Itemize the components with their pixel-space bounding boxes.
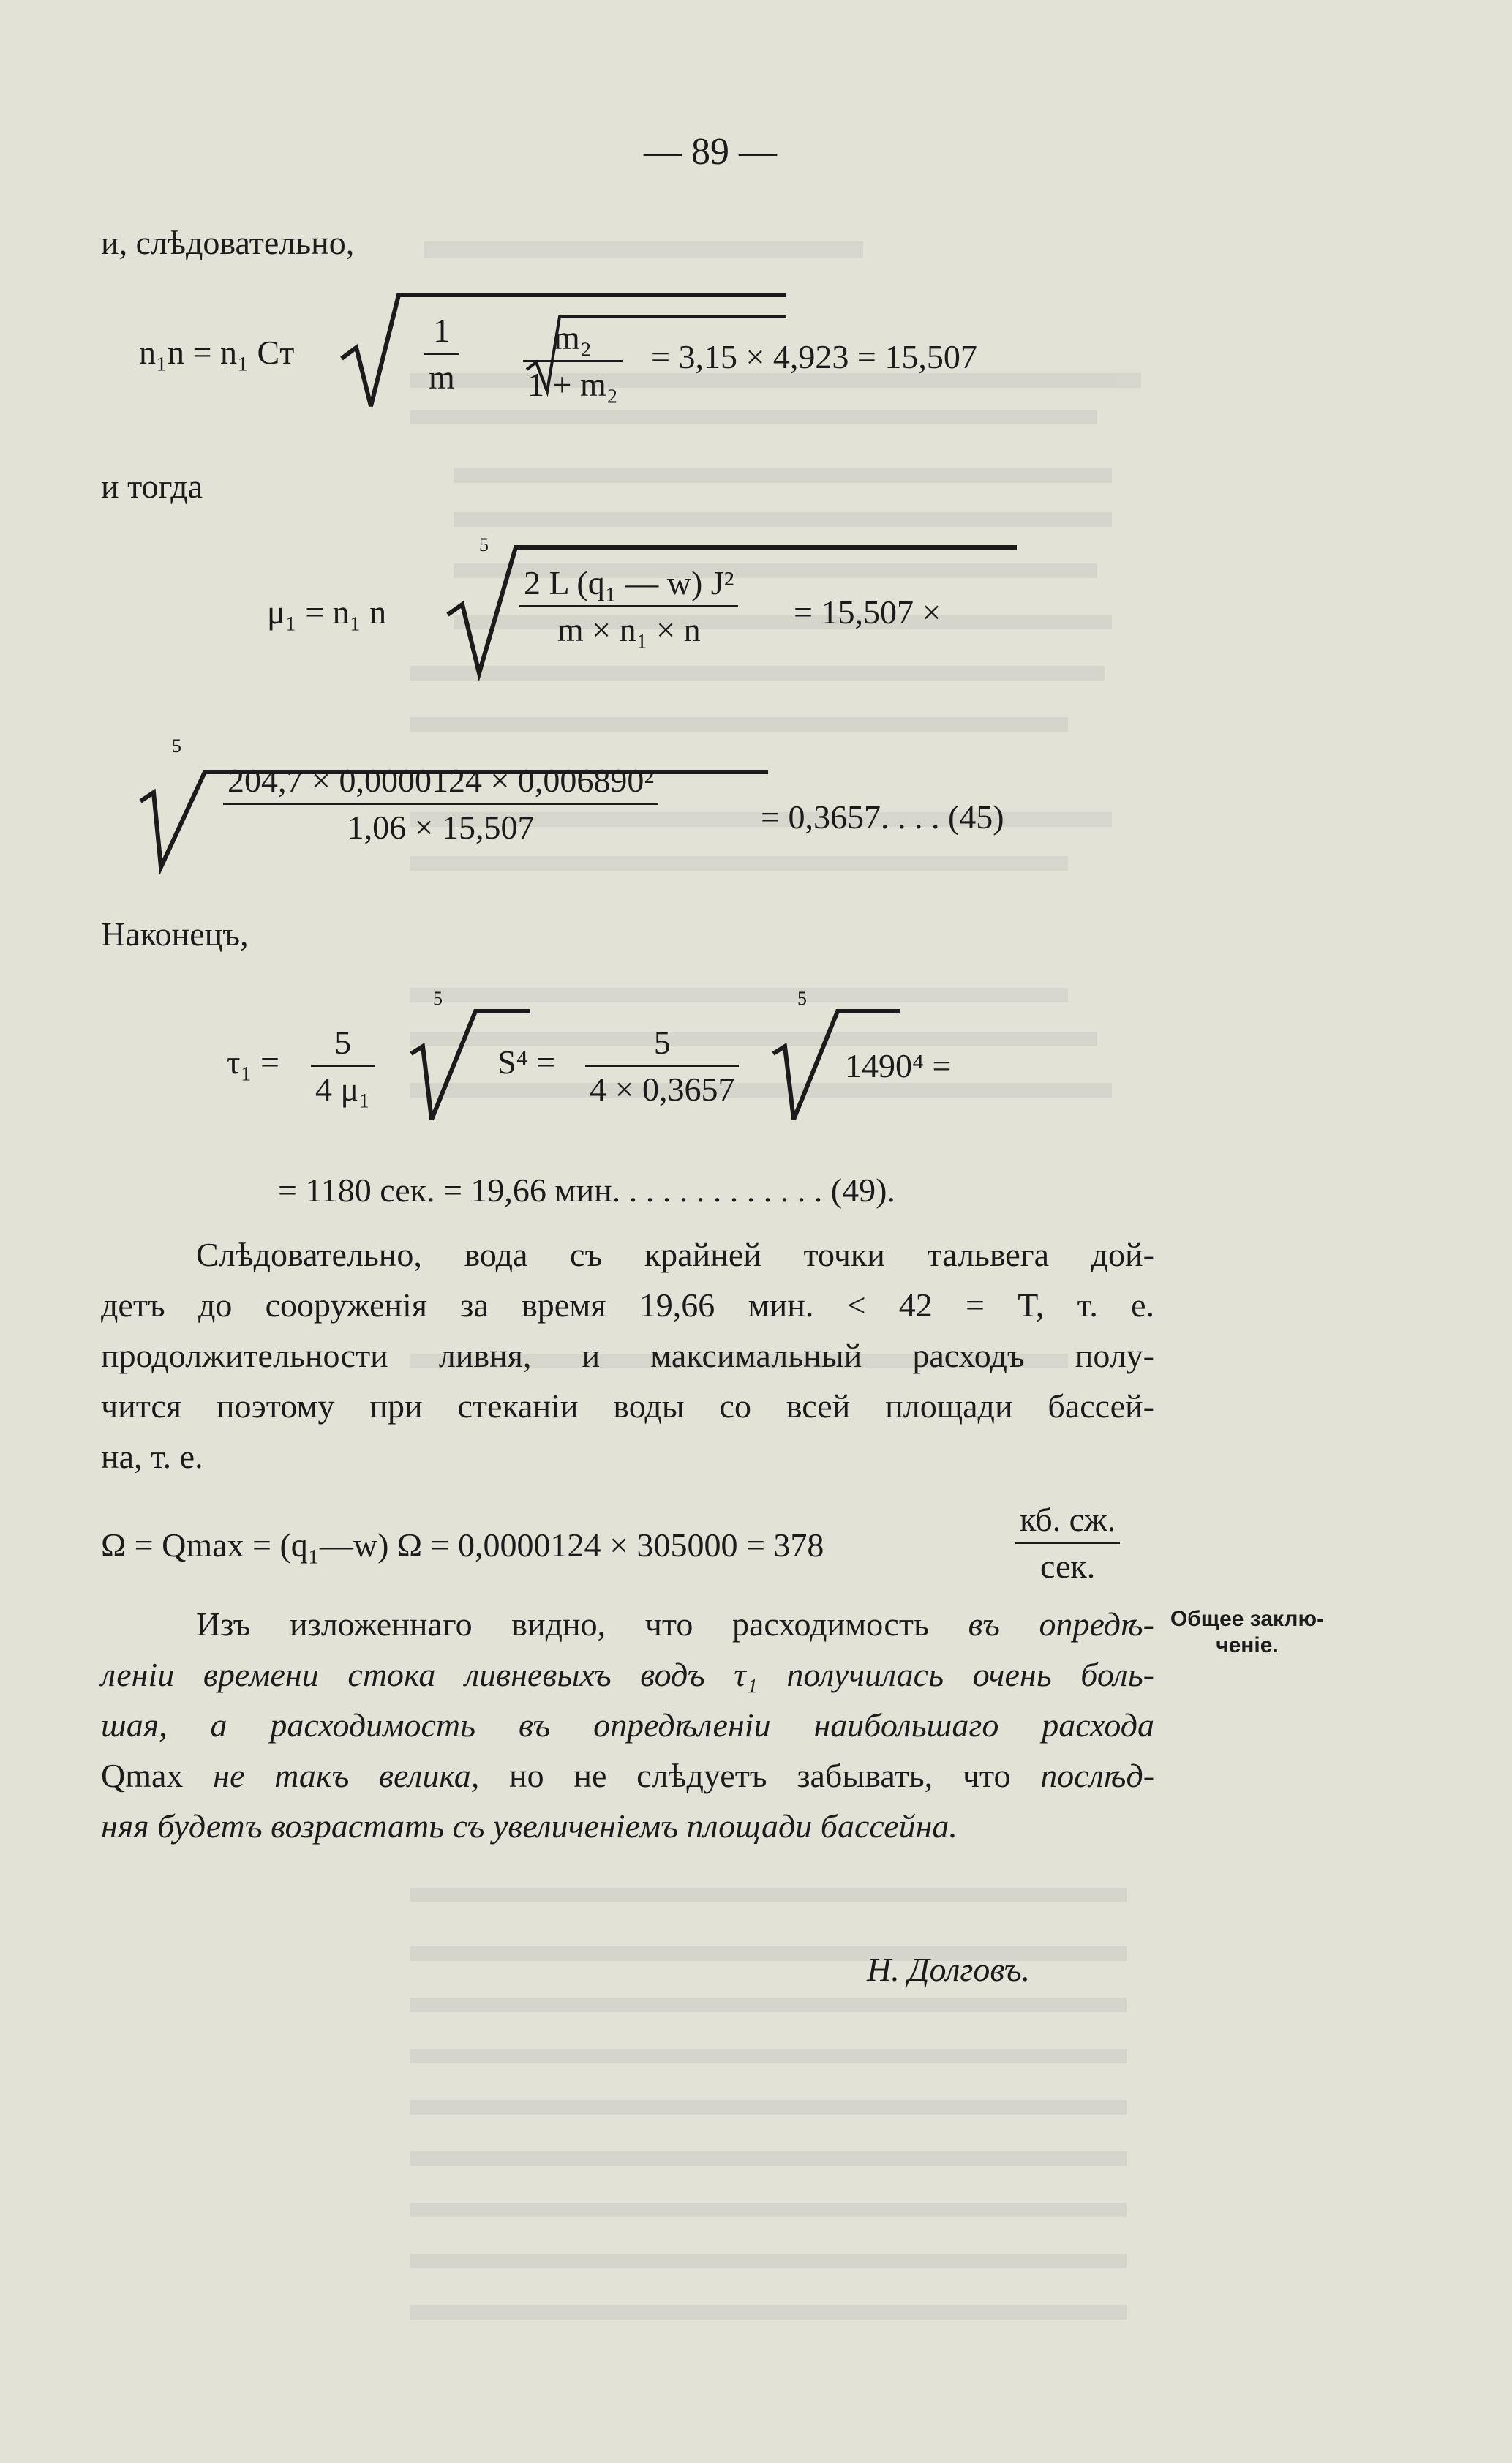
eq4-frac1 [311,1023,375,1109]
eq4-frac1-num: 5 [311,1023,375,1067]
margin-note-line: ченіе. [1216,1633,1279,1657]
page-number: — 89 — [644,131,777,173]
eq2-den: m × n₁ × n [557,611,701,648]
paragraph-1 [101,1229,1154,1482]
para2-line-4 [101,1750,1154,1801]
equation-5 [101,1500,1162,1588]
eq5-unit [1015,1500,1120,1586]
eq3-num: 204,7 × 0,0000124 × 0,006890² [223,761,658,805]
para1-line: Слѣдовательно, вода съ крайней точки тальвега дой- [196,1236,1154,1273]
para2-line-3: шая, а расходимость въ опредѣленіи наибольшаго расхода [101,1706,1154,1744]
para2-text-italic: въ опредѣ- [968,1605,1154,1643]
text-then: и тогда [101,468,203,505]
eq1-frac-outer [424,311,459,397]
equation-3 [139,728,1127,874]
eq3-rhs: = 0,3657. . . . (45) [761,798,1004,836]
margin-note-line: Общее заклю- [1170,1607,1325,1631]
eq2-lhs: μ₁ = n₁ n [267,593,387,631]
eq4-frac2-num: 5 [585,1023,739,1067]
eq2-frac [519,563,738,649]
paragraph-2 [101,1599,1154,1851]
para1-line: на, т. е. [101,1438,203,1475]
eq4-root1-body: S⁴ = [497,1043,556,1081]
text-hence: и, слѣдовательно, [101,224,355,261]
eq4-root2-body: 1490⁴ = [845,1047,952,1084]
eq1-rhs: = 3,15 × 4,923 = 15,507 [651,338,977,375]
equation-4 [227,988,1031,1134]
margin-note [1159,1606,1335,1659]
para2-text: Изъ изложеннаго видно, что расходимость [196,1605,929,1643]
para2-text: но не слѣдуетъ забывать, что [509,1757,1011,1794]
para2-line-5: няя будетъ возрастать съ увеличеніемъ площади бассейна. [101,1807,958,1845]
eq2-num: 2 L (q₁ — w) J² [519,563,738,607]
equation-2 [267,534,1072,681]
eq1-frac-inner-den: 1 + m₂ [527,366,618,403]
eq5-unit-den: сек. [1040,1548,1096,1585]
eq1-frac-inner [523,318,623,404]
text-finally: Наконецъ, [101,915,249,953]
eq4-result: = 1180 сек. = 19,66 мин. . . . . . . . . . . . . (49). [278,1171,895,1209]
eq4-frac2-den: 4 × 0,3657 [590,1071,735,1108]
eq3-root-index: 5 [172,735,181,757]
eq4-root2-index: 5 [797,988,807,1009]
para2-text-italic: не такъ велика, [213,1757,480,1794]
para2-line-2: леніи времени стока ливневыхъ водъ τ₁ получилась очень боль- [101,1656,1154,1693]
eq2-rhs: = 15,507 × [794,593,941,631]
eq4-frac2 [585,1023,739,1109]
eq4-frac1-den: 4 μ₁ [315,1071,371,1108]
para1-line: детъ до сооруженія за время 19,66 мин. < 42 = T, т. е. [101,1286,1154,1324]
eq1-frac-outer-num: 1 [424,311,459,355]
eq4-root1-index: 5 [433,988,443,1009]
para1-line: продолжительности ливня, и максимальный расходъ полу- [101,1337,1154,1374]
equation-1 [139,289,1090,421]
para2-text-italic: послѣд- [1040,1757,1155,1794]
eq3-den: 1,06 × 15,507 [347,809,535,846]
eq1-lhs: n₁n = n₁ Cт [139,334,295,371]
para1-line: чится поэтому при стеканіи воды со всей площади бассей- [101,1387,1154,1425]
eq1-frac-outer-den: m [429,359,455,396]
eq5-unit-num: кб. сж. [1015,1500,1120,1544]
para2-text: Qmax [101,1757,184,1794]
eq5-lhs: Ω = Qmax = (q₁—w) Ω = 0,0000124 × 305000 = 378 [101,1526,824,1564]
signature: Н. Долговъ. [867,1951,1031,1988]
eq4-lhs: τ₁ = [227,1043,279,1081]
eq3-frac [223,761,658,847]
eq1-frac-inner-num: m₂ [523,318,623,362]
para2-line-1 [101,1599,1154,1649]
eq2-root-index: 5 [479,534,489,555]
